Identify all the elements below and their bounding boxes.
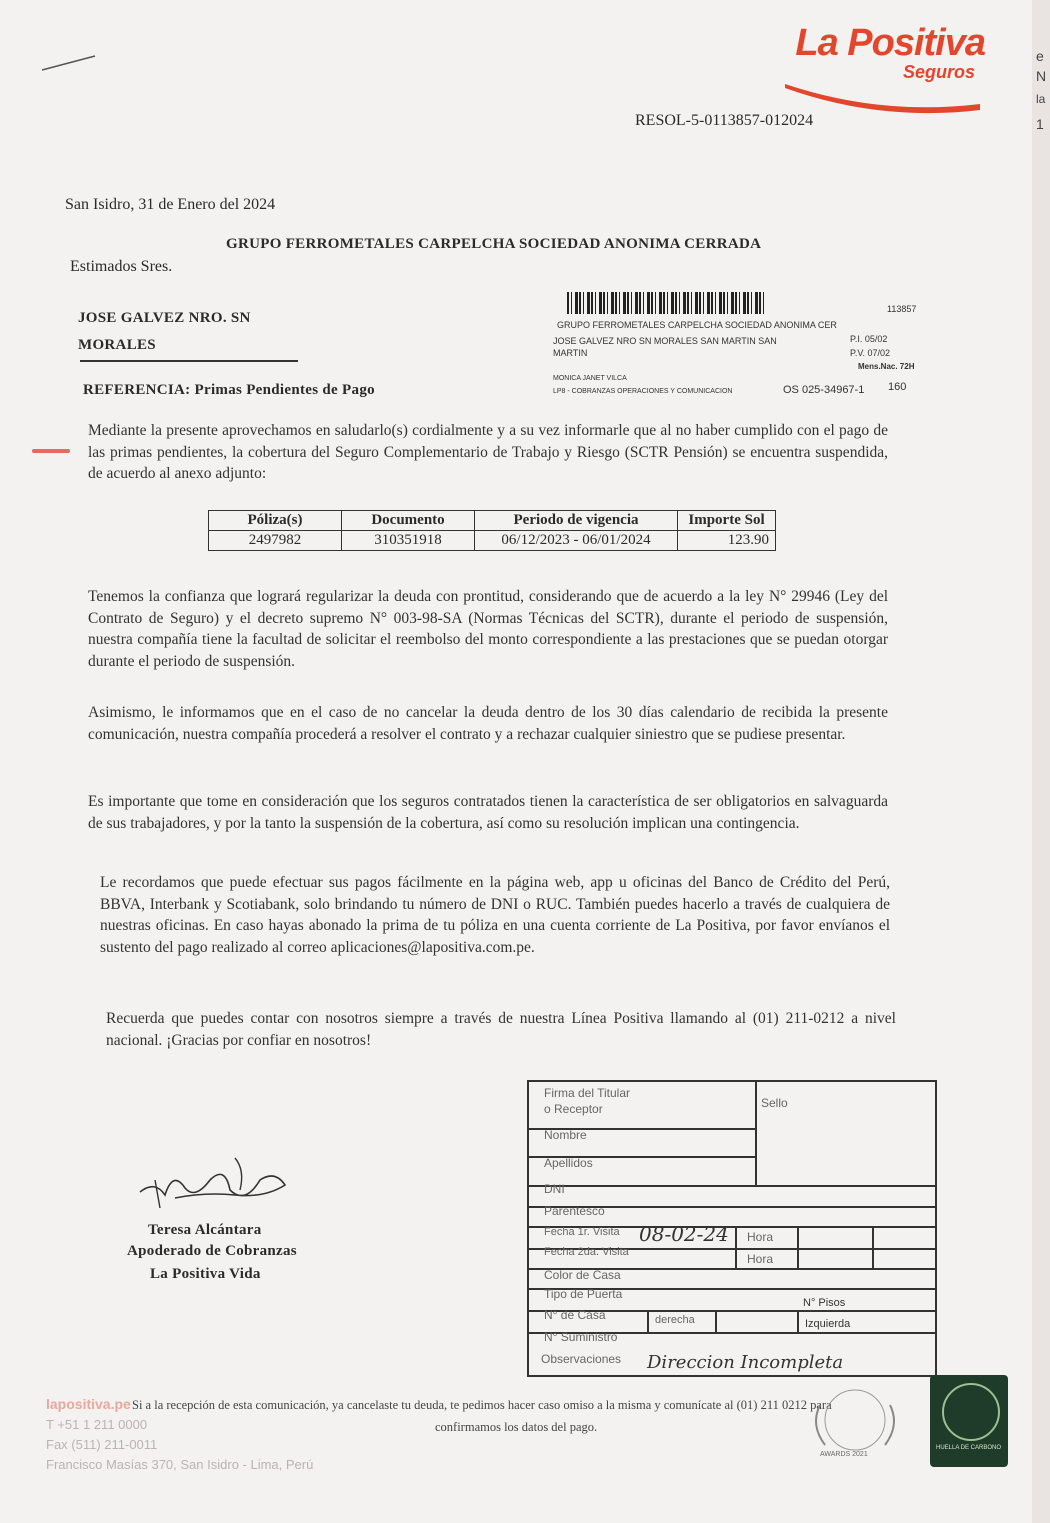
label-code: 113857 [887,304,917,314]
form-label-hora2: Hora [747,1252,774,1266]
label-address: JOSE GALVEZ NRO SN MORALES SAN MARTIN SAN [553,336,777,346]
logo-brand: La Positiva [795,22,985,64]
form-label-ncasa: N° de Casa [544,1308,606,1322]
policy-table [208,510,776,551]
table-header: Póliza(s) [209,511,342,531]
label-num: 160 [888,381,907,393]
footer-address: Francisco Masías 370, San Isidro - Lima, Perú [46,1457,314,1472]
form-label-parentesco: Parentesco [544,1204,605,1218]
form-label-derecha: derecha [655,1314,695,1326]
footer-web: lapositiva.pe [46,1396,131,1412]
table-cell: 06/12/2023 - 06/01/2024 [475,531,678,551]
footer-note-2: confirmamos los datos del pago. [435,1420,598,1434]
carbon-footprint-badge [930,1375,1008,1467]
barcode [567,292,767,314]
table-header: Periodo de vigencia [475,511,678,531]
badge-text: HUELLA DE CARBONO [936,1445,1002,1451]
mailing-label [545,262,935,402]
form-label-npisos: N° Pisos [803,1297,846,1309]
form-label-color: Color de Casa [544,1268,621,1282]
label-mens: Mens.Nac. 72H [858,362,915,371]
table-header: Documento [342,511,475,531]
award-text: AWARDS 2021 [820,1451,868,1458]
laurel-icon [800,1385,910,1455]
body-paragraph: Tenemos la confianza que logrará regularizar la deuda con prontitud, considerando que de acuerdo a la ley N° 29946 (Ley del Contrato de Seguro) y el decreto supremo N° 003-98-SA (Normas Técnicas del SCTR), durante el periodo de suspensión, nuestra compañía tiene la facultad de solicitar el reembolso del monto correspondiente a las prestaciones que se puedan otorgar durante el periodo de suspensión. [88,588,888,670]
form-label-fecha1: Fecha 1r. Visita [544,1226,620,1238]
fingerprint-icon [942,1383,1000,1441]
company-name: GRUPO FERROMETALES CARPELCHA SOCIEDAD ANONIMA CERRADA [226,236,762,252]
signatory-company: La Positiva Vida [150,1266,261,1282]
logo-swoosh [780,74,990,114]
body-paragraph: Asimismo, le informamos que en el caso de no cancelar la deuda dentro de los 30 días calendario de recibida la presente comunicación, nuestra compañía procederá a resolver el contrato y a rechazar cualquier siniestro que se pudiese presentar. [88,704,888,743]
edge-letter: la [1036,92,1046,106]
handwritten-observation: Direccion Incompleta [647,1352,844,1373]
form-label-fecha2: Fecha 2da. Visita [544,1246,629,1258]
salutation: Estimados Sres. [70,258,173,275]
address-line-2: MORALES [78,337,156,353]
footer-fax: Fax (511) 211-0011 [46,1437,158,1452]
table-cell: 310351918 [342,531,475,551]
address-underline [80,360,298,362]
form-label-tipo: Tipo de Puerta [544,1287,623,1301]
form-label-nombre: Nombre [544,1128,587,1142]
label-os: OS 025-34967-1 [783,384,865,396]
intro-paragraph: Mediante la presente aprovechamos en saludarlo(s) cordialmente y a su vez informarle que al no haber cumplido con el pago de las primas pendientes, la cobertura del Seguro Complementario de Trabajo y Riesgo (SCTR Pensión) se encuentra suspendida, de acuerdo al anexo adjunto: [88,422,888,482]
body-paragraph: Le recordamos que puede efectuar sus pagos fácilmente en la página web, app u oficinas del Banco de Crédito del Perú, BBVA, Interbank y Scotiabank, solo brindando tu número de DNI o RUC. También puedes hacerlo a través de cualquiera de nuestras oficinas. En caso hayas abonado la prima de tu póliza en una cuenta corriente de La Positiva, por favor envíanos el sustento del pago realizado al correo aplicaciones@lapositiva.com.pe. [100,874,890,956]
body-paragraph: Recuerda que puedes contar con nosotros siempre a través de nuestra Línea Positiva llamando al (01) 211-0212 a nivel nacional. ¡Gracias por confiar en nosotros! [106,1010,896,1049]
pen-mark [40,50,100,74]
edge-letter: N [1036,68,1047,84]
footer-note-1: Si a la recepción de esta comunicación, ya cancelaste tu deuda, te pedimos hacer caso omiso a la misma y comunícate al (01) 211 0212 para [132,1398,832,1412]
form-label-hora1: Hora [747,1230,774,1244]
body-paragraph: Es importante que tome en consideración que los seguros contratados tienen la característica de ser obligatorios en salvaguarda de sus trabajadores, y por la tanto la suspensión de la cobertura, así como su resolución implican una contingencia. [88,793,888,832]
signatory-name: Teresa Alcántara [148,1222,262,1238]
date-line: San Isidro, 31 de Enero del 2024 [65,196,276,213]
adjacent-page-edge [1032,0,1050,1523]
logo-sub: Seguros [902,62,975,82]
label-dept: LP8 - COBRANZAS OPERACIONES Y COMUNICACION [553,388,733,395]
label-name: GRUPO FERROMETALES CARPELCHA SOCIEDAD ANONIMA CER [557,320,837,330]
footer-phone: T +51 1 211 0000 [46,1417,148,1432]
form-label-sello: Sello [761,1096,788,1110]
edge-letter: e [1036,48,1044,64]
label-address-2: MARTIN [553,348,588,358]
table-cell: 123.90 [678,531,776,551]
form-label-izquierda: Izquierda [805,1318,851,1330]
table-cell: 2497982 [209,531,342,551]
signatory-title: Apoderado de Cobranzas [127,1243,297,1259]
table-header-row [209,511,776,531]
address-line-1: JOSE GALVEZ NRO. SN [78,310,251,326]
award-seal [800,1385,910,1465]
form-label-dni: DNI [544,1182,565,1196]
reference-line: REFERENCIA: Primas Pendientes de Pago [83,382,375,398]
form-label-apellidos: Apellidos [544,1156,593,1170]
label-pi: P.I. 05/02 [850,334,888,344]
handwritten-visit-date: 08-02-24 [639,1222,729,1246]
label-agent: MONICA JANET VILCA [553,375,627,382]
edge-letter: 1 [1036,116,1044,132]
handwritten-signature [135,1150,295,1210]
highlight-mark [32,449,70,453]
delivery-receipt-form [527,1080,937,1380]
table-header: Importe Sol [678,511,776,531]
resolution-number: RESOL-5-0113857-012024 [635,112,814,129]
form-label-receptor: o Receptor [544,1102,603,1116]
form-label-firma: Firma del Titular [544,1086,631,1100]
table-row [209,531,776,551]
label-pv: P.V. 07/02 [850,348,891,358]
form-label-suministro: N° Suministro [544,1330,618,1344]
la-positiva-logo [780,22,1000,112]
form-label-observaciones: Observaciones [541,1352,622,1366]
